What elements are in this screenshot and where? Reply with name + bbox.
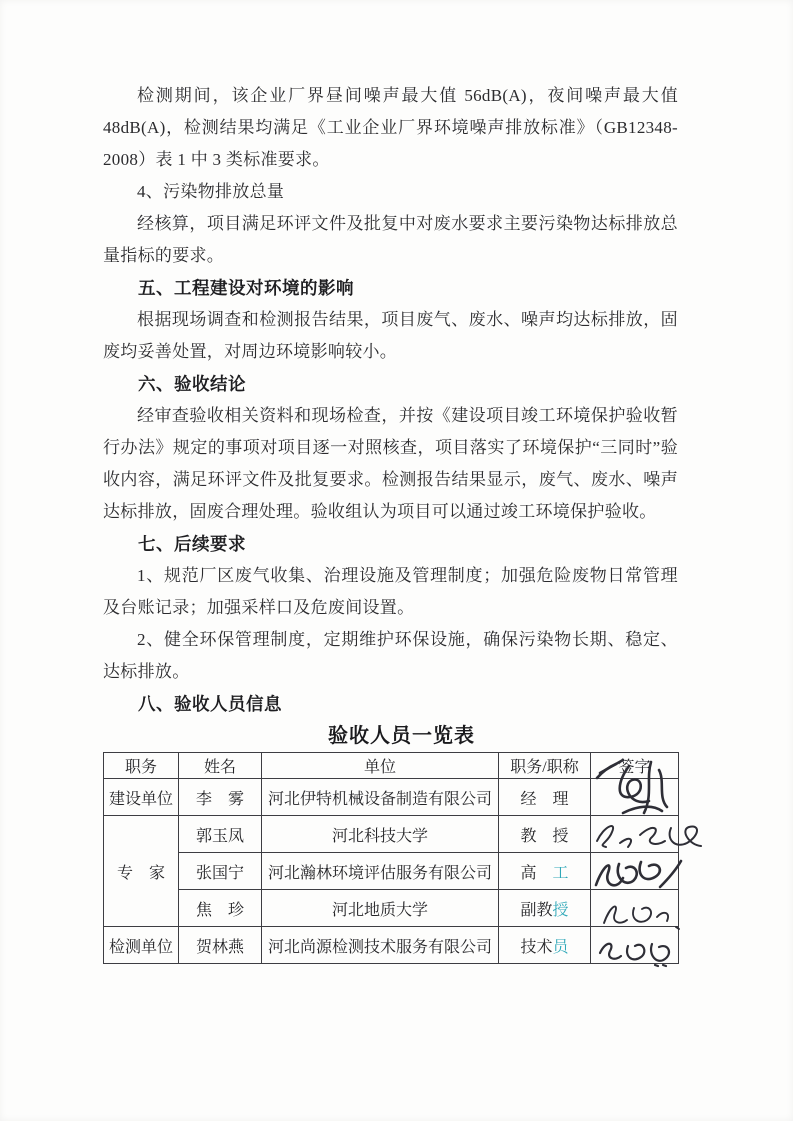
section-heading: 七、后续要求 [138,534,246,554]
paragraph: 4、污染物排放总量 [137,182,285,201]
cell-title [499,779,591,816]
section-heading: 八、验收人员信息 [138,694,282,714]
title-part: 高 [520,864,553,882]
cell-signature [591,779,679,816]
title-part-teal: 授 [552,901,569,919]
cell-organization: 河北尚源检测技术服务有限公司 [262,927,499,964]
title-part-teal: 员 [552,938,569,956]
cell-title [499,890,591,927]
paragraph: 2、健全环保管理制度，定期维护环保设施，确保污染物长期、稳定、达标排放。 [103,630,678,681]
cell-signature [591,816,679,853]
cell-name: 张国宁 [179,853,262,890]
cell-role: 建设单位 [104,779,179,816]
cell-name: 郭玉凤 [179,816,262,853]
personnel-table [103,752,679,964]
cell-title [499,927,591,964]
paragraph: 经审查验收相关资料和现场检查，并按《建设项目竣工环境保护验收暂行办法》规定的事项对项目逐一对照核查，项目落实了环境保护“三同时”验收内容，满足环评文件及批复要求。检测报告结果显示，废气、废水、噪声达标排放，固废合理处理。验收组认为项目可以通过竣工环境保护验收。 [103,406,678,521]
column-header: 签字 [591,753,679,779]
table-row [104,890,679,927]
cell-signature [591,853,679,890]
paragraph: 检测期间，该企业厂界昼间噪声最大值 56dB(A)，夜间噪声最大值 48dB(A)，检测结果均满足《工业企业厂界环境噪声排放标准》（GB12348-2008）表 1 中 3 类标准要求。 [103,86,678,169]
cell-organization: 河北瀚林环境评估服务有限公司 [262,853,499,890]
table-row [104,779,679,816]
paragraph: 根据现场调查和检测报告结果，项目废气、废水、噪声均达标排放，固废均妥善处置，对周边环境影响较小。 [103,310,678,361]
cell-role: 检测单位 [104,927,179,964]
section-heading: 五、工程建设对环境的影响 [138,278,354,298]
cell-name: 贺林燕 [179,927,262,964]
cell-organization: 河北地质大学 [262,890,499,927]
column-header: 单位 [262,753,499,779]
document-body [103,0,678,720]
cell-role: 专 家 [104,816,179,927]
cell-title [499,853,591,890]
cell-signature [591,927,679,964]
document-content [103,0,678,964]
personnel-table-title: 验收人员一览表 [328,725,475,747]
cell-organization: 河北伊特机械设备制造有限公司 [262,779,499,816]
table-row [104,927,679,964]
column-header: 姓名 [179,753,262,779]
cell-organization: 河北科技大学 [262,816,499,853]
paragraph: 1、规范厂区废气收集、治理设施及管理制度；加强危险废物日常管理及台账记录；加强采样口及危废间设置。 [103,566,678,617]
paragraph: 经核算，项目满足环评文件及批复中对废水要求主要污染物达标排放总量指标的要求。 [103,214,678,265]
cell-name: 焦 珍 [179,890,262,927]
personnel-table-head [104,753,679,779]
title-part-teal: 工 [552,864,569,882]
cell-signature [591,890,679,927]
title-part: 技术 [520,938,553,956]
column-header: 职务/职称 [499,753,591,779]
column-header: 职务 [104,753,179,779]
title-part: 教 授 [520,827,569,845]
section-heading: 六、验收结论 [138,374,246,394]
table-row [104,853,679,890]
cell-name: 李 雾 [179,779,262,816]
title-part: 副教 [520,901,553,919]
personnel-table-body [104,779,679,964]
title-part: 经 理 [520,790,569,808]
cell-title [499,816,591,853]
table-row [104,816,679,853]
